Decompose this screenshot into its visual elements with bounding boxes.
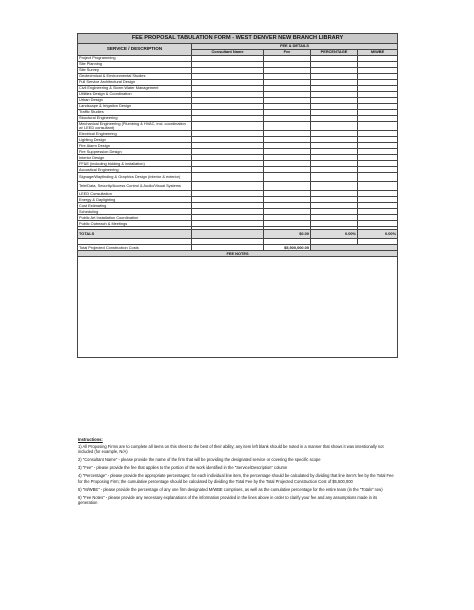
consultant-name-cell[interactable] <box>192 182 264 191</box>
totals-consultant-cell <box>192 230 264 239</box>
service-label: Geotechnical & Environmental Studies <box>78 74 192 80</box>
service-label: Urban Design <box>78 98 192 104</box>
instruction-item: 3) "Fee" - please provide the fee that applies to the portion of the work identified in the "Service/Description" column <box>78 465 288 471</box>
service-label: LEED Consultation <box>78 191 192 197</box>
percentage-header: PERCENTAGE <box>311 50 358 56</box>
service-label: Acoustical Engineering <box>78 167 192 173</box>
service-description-header: SERVICE / DESCRIPTION <box>78 44 192 56</box>
fee-header: Fee <box>264 50 311 56</box>
instruction-item: 2) "Consultant Name" - please provide the name of the firm that will be providing the designated service or covering the specific scope <box>78 457 321 463</box>
instructions-heading: Instructions: <box>78 437 103 442</box>
fee-notes-row <box>78 257 398 358</box>
service-label: Full Service Architectural Design <box>78 80 192 86</box>
service-row <box>78 182 398 191</box>
fee-details-header: FEE & DETAILS <box>192 44 398 50</box>
instruction-item: 6) "Fee Notes" - please provide any necessary explanations of the information provided in the lines above in order to clarify your fee and any assumptions made in its generation <box>78 494 378 505</box>
mwbe-cell[interactable] <box>358 182 398 191</box>
totals-label: TOTALS <box>78 230 192 239</box>
service-label: Project Programming <box>78 56 192 62</box>
service-label: Landscape & Irrigation Design <box>78 104 192 110</box>
service-label: Public Outreach & Meetings <box>78 221 192 227</box>
service-label: Public Art Installation Coordination <box>78 215 192 221</box>
instruction-item: 4) "Percentage" - please provide the appropriate percentages; for each individual line item, the percentage should be calculated by dividing that line item's fee by the Total Fee for the Proposing Firm; the cumulative percentage should be calculated by dividing the Total Fee by the Total Projected Construction Cost of $5,500,000 <box>78 473 394 484</box>
totals-percentage: 0.00% <box>311 230 358 239</box>
totals-mwbe: 0.00% <box>358 230 398 239</box>
instruction-item: 5) "M/WBE" - please provide the percentage of any one firm designated M/WBE comprises, as well as the cumulative percentage for the entire team (in the "Totals" row) <box>78 486 383 492</box>
consultant-name-cell[interactable] <box>192 122 264 131</box>
service-label: Structural Engineering <box>78 116 192 122</box>
service-label: Utilities Design & Coordination <box>78 92 192 98</box>
fee-proposal-form <box>77 33 397 358</box>
service-label: Mechanical Engineering (Plumbing & HVAC, incl. coordination w/ LEED consultant) <box>78 122 192 131</box>
instruction-item: 1) All Proposing Firms are to complete all items on this sheet to the best of their ability; any item left blank should be noted in a manner that shows it was intentionally not included (for example, N/A) <box>78 444 384 455</box>
consultant-name-cell[interactable] <box>192 173 264 182</box>
mwbe-cell[interactable] <box>358 122 398 131</box>
service-row <box>78 122 398 131</box>
service-label: Traffic Studies <box>78 110 192 116</box>
construction-cost-label: Total Projected Construction Costs <box>78 245 192 251</box>
totals-fee: $0.00 <box>264 230 311 239</box>
service-label: Tele/Data, Security/Access Control & Audio/Visual Systems <box>78 182 192 191</box>
fee-cell[interactable] <box>264 182 311 191</box>
mwbe-header: M/WBE <box>358 50 398 56</box>
service-label: Site Survey <box>78 68 192 74</box>
service-row <box>78 173 398 182</box>
percentage-cell[interactable] <box>311 173 358 182</box>
percentage-cell[interactable] <box>311 182 358 191</box>
form-title: FEE PROPOSAL TABULATION FORM - WEST DENVER NEW BRANCH LIBRARY <box>78 34 398 44</box>
service-label: Scheduling <box>78 209 192 215</box>
fee-table <box>77 33 398 358</box>
fee-notes-area[interactable] <box>78 257 398 358</box>
service-label: Interior Design <box>78 155 192 161</box>
fee-cell[interactable] <box>264 122 311 131</box>
instructions-section <box>78 437 396 508</box>
service-label: Fire Suppression Design <box>78 149 192 155</box>
service-label: Site Planning <box>78 62 192 68</box>
consultant-name-header: Consultant Name <box>192 50 264 56</box>
service-label: Signage/Wayfinding & Graphics Design (interior & exterior) <box>78 173 192 182</box>
service-label: Civil Engineering & Storm Water Management <box>78 86 192 92</box>
service-label: FF&E (including bidding & installation) <box>78 161 192 167</box>
percentage-cell[interactable] <box>311 122 358 131</box>
fee-cell[interactable] <box>264 173 311 182</box>
totals-row <box>78 230 398 239</box>
service-label: Fire Alarm Design <box>78 143 192 149</box>
fee-notes-header: FEE NOTES <box>78 251 398 257</box>
service-label: Lighting Design <box>78 137 192 143</box>
construction-cost-value: $5,500,000.00 <box>264 245 311 251</box>
service-label: Electrical Engineering <box>78 131 192 137</box>
service-label: Cost Estimating <box>78 203 192 209</box>
mwbe-cell[interactable] <box>358 173 398 182</box>
service-label: Energy & Daylighting <box>78 197 192 203</box>
